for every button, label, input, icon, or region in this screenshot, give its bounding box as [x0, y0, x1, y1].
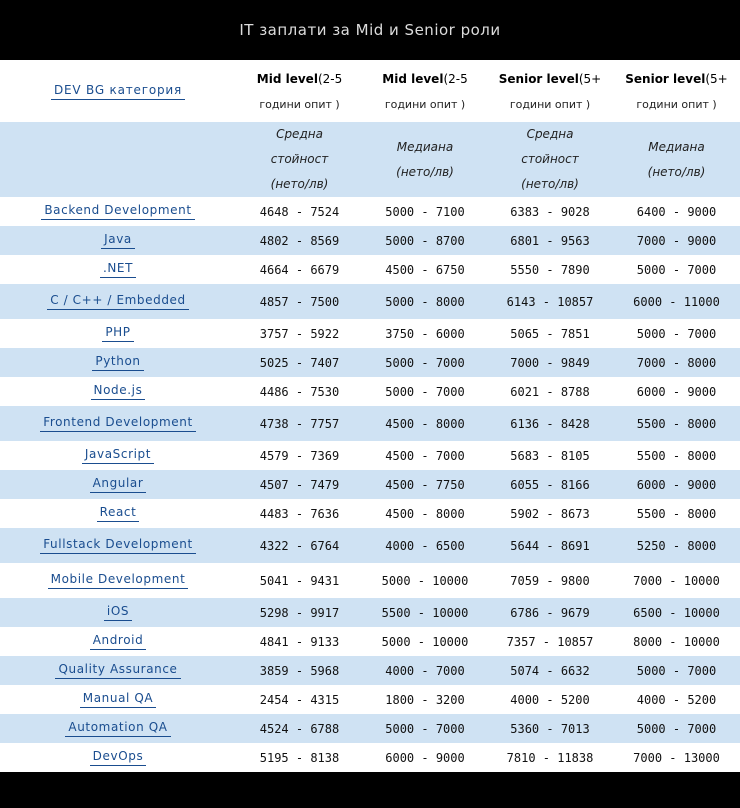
header-level: Senior level [625, 72, 706, 86]
salary-cell: 7000 - 9849 [487, 348, 613, 377]
salary-cell: 7000 - 8000 [613, 348, 740, 377]
salary-cell: 6000 - 11000 [613, 284, 740, 319]
salary-cell: 7810 - 11838 [487, 743, 613, 772]
salary-cell: 4524 - 6788 [236, 714, 363, 743]
header-years: (2-5 [443, 72, 468, 86]
salary-cell: 6000 - 9000 [613, 377, 740, 406]
salary-cell: 5074 - 6632 [487, 656, 613, 685]
table-row [0, 226, 740, 255]
salary-cell: 5000 - 8700 [363, 226, 487, 255]
category-link[interactable]: Java [101, 232, 135, 249]
header-years-line2: години опит ) [384, 98, 466, 111]
salary-table-wrapper [0, 60, 740, 778]
subheader-line2: Медиана [648, 139, 705, 154]
salary-cell: 5000 - 7000 [613, 319, 740, 348]
salary-cell: 2454 - 4315 [236, 685, 363, 714]
category-cell [0, 348, 236, 377]
category-cell [0, 656, 236, 685]
table-header-row [0, 60, 740, 122]
category-cell [0, 319, 236, 348]
salary-cell: 6500 - 10000 [613, 598, 740, 627]
subheader-col-1 [236, 122, 363, 197]
salary-cell: 5000 - 7000 [613, 714, 740, 743]
category-header-link[interactable]: DEV BG категория [51, 83, 185, 100]
salary-cell: 5000 - 7000 [363, 348, 487, 377]
salary-cell: 4322 - 6764 [236, 528, 363, 563]
salary-cell: 7357 - 10857 [487, 627, 613, 656]
salary-cell: 4500 - 7750 [363, 470, 487, 499]
salary-cell: 5250 - 8000 [613, 528, 740, 563]
header-years: (5+ [705, 72, 728, 86]
category-cell [0, 563, 236, 598]
salary-cell: 4000 - 5200 [487, 685, 613, 714]
header-years-line2: години опит ) [636, 98, 717, 111]
category-link[interactable]: Frontend Development [40, 415, 196, 432]
header-col-1 [236, 60, 363, 122]
subheader-line1: Средна [526, 127, 574, 141]
salary-cell: 4738 - 7757 [236, 406, 363, 441]
table-row [0, 714, 740, 743]
salary-cell: 5000 - 7100 [363, 197, 487, 226]
header-category-cell [0, 60, 236, 122]
salary-cell: 7000 - 10000 [613, 563, 740, 598]
category-link[interactable]: Mobile Development [48, 572, 189, 589]
category-link[interactable]: Automation QA [65, 720, 170, 737]
salary-cell: 6136 - 8428 [487, 406, 613, 441]
category-link[interactable]: .NET [100, 261, 136, 278]
salary-cell: 5195 - 8138 [236, 743, 363, 772]
salary-cell: 5000 - 8000 [363, 284, 487, 319]
subheader-line1: Средна [276, 127, 323, 141]
salary-cell: 6143 - 10857 [487, 284, 613, 319]
salary-cell: 4507 - 7479 [236, 470, 363, 499]
salary-cell: 5065 - 7851 [487, 319, 613, 348]
category-cell [0, 197, 236, 226]
salary-cell: 7059 - 9800 [487, 563, 613, 598]
table-row [0, 627, 740, 656]
category-link[interactable]: Angular [90, 476, 147, 493]
category-link[interactable]: C / C++ / Embedded [47, 293, 189, 310]
category-cell [0, 499, 236, 528]
salary-cell: 6000 - 9000 [613, 470, 740, 499]
table-row [0, 441, 740, 470]
salary-cell: 3750 - 6000 [363, 319, 487, 348]
category-cell [0, 528, 236, 563]
header-col-3 [487, 60, 613, 122]
salary-cell: 4500 - 7000 [363, 441, 487, 470]
table-row [0, 563, 740, 598]
table-row [0, 348, 740, 377]
table-row [0, 656, 740, 685]
header-col-4 [613, 60, 740, 122]
salary-cell: 7000 - 9000 [613, 226, 740, 255]
salary-cell: 5000 - 10000 [363, 627, 487, 656]
salary-cell: 6786 - 9679 [487, 598, 613, 627]
header-level: Mid level [256, 72, 318, 86]
header-years: (5+ [578, 72, 602, 86]
category-cell [0, 441, 236, 470]
salary-cell: 4802 - 8569 [236, 226, 363, 255]
salary-cell: 5500 - 8000 [613, 406, 740, 441]
category-cell [0, 714, 236, 743]
category-link[interactable]: JavaScript [82, 447, 154, 464]
salary-cell: 4000 - 5200 [613, 685, 740, 714]
salary-cell: 5041 - 9431 [236, 563, 363, 598]
category-link[interactable]: DevOps [90, 749, 147, 766]
subheader-line3: (нето/лв) [647, 164, 706, 179]
category-cell [0, 226, 236, 255]
category-link[interactable]: Android [90, 633, 147, 650]
header-level: Senior level [498, 72, 579, 86]
salary-cell: 4000 - 6500 [363, 528, 487, 563]
category-link[interactable]: Fullstack Development [40, 537, 196, 554]
salary-cell: 4841 - 9133 [236, 627, 363, 656]
salary-cell: 5500 - 10000 [363, 598, 487, 627]
subheader-line2: Медиана [396, 139, 454, 154]
table-row [0, 499, 740, 528]
salary-cell: 5000 - 7000 [613, 255, 740, 284]
salary-cell: 4579 - 7369 [236, 441, 363, 470]
salary-cell: 6801 - 9563 [487, 226, 613, 255]
salary-table [0, 60, 740, 772]
subheader-line3: (нето/лв) [396, 164, 454, 179]
salary-cell: 6000 - 9000 [363, 743, 487, 772]
table-row [0, 470, 740, 499]
table-row [0, 377, 740, 406]
table-row [0, 406, 740, 441]
subheader-col-2 [363, 122, 487, 197]
category-link[interactable]: Manual QA [80, 691, 156, 708]
salary-cell: 5298 - 9917 [236, 598, 363, 627]
salary-cell: 8000 - 10000 [613, 627, 740, 656]
salary-cell: 5000 - 7000 [363, 714, 487, 743]
category-link[interactable]: Quality Assurance [55, 662, 180, 679]
category-cell [0, 627, 236, 656]
table-row [0, 319, 740, 348]
salary-cell: 5902 - 8673 [487, 499, 613, 528]
salary-cell: 5683 - 8105 [487, 441, 613, 470]
header-years-line2: години опит ) [259, 98, 340, 111]
category-link[interactable]: Node.js [91, 383, 146, 400]
table-row [0, 743, 740, 772]
salary-cell: 3757 - 5922 [236, 319, 363, 348]
table-row [0, 284, 740, 319]
salary-cell: 5000 - 7000 [613, 656, 740, 685]
subheader-col-3 [487, 122, 613, 197]
subheader-line2: стойност [521, 152, 579, 166]
category-link[interactable]: Python [92, 354, 143, 371]
category-cell [0, 406, 236, 441]
salary-cell: 4000 - 7000 [363, 656, 487, 685]
table-subheader-row [0, 122, 740, 197]
subheader-col-4 [613, 122, 740, 197]
salary-cell: 4664 - 6679 [236, 255, 363, 284]
salary-cell: 5360 - 7013 [487, 714, 613, 743]
salary-cell: 6383 - 9028 [487, 197, 613, 226]
table-row [0, 255, 740, 284]
table-row [0, 685, 740, 714]
salary-cell: 6400 - 9000 [613, 197, 740, 226]
category-cell [0, 598, 236, 627]
salary-cell: 4648 - 7524 [236, 197, 363, 226]
salary-cell: 4857 - 7500 [236, 284, 363, 319]
header-col-2 [363, 60, 487, 122]
salary-cell: 5000 - 7000 [363, 377, 487, 406]
category-cell [0, 685, 236, 714]
subheader-empty-cell [0, 122, 236, 197]
table-row [0, 197, 740, 226]
salary-cell: 5500 - 8000 [613, 441, 740, 470]
salary-cell: 4500 - 8000 [363, 406, 487, 441]
salary-cell: 5000 - 10000 [363, 563, 487, 598]
header-years: (2-5 [317, 72, 343, 86]
salary-cell: 5550 - 7890 [487, 255, 613, 284]
category-cell [0, 377, 236, 406]
salary-cell: 4500 - 6750 [363, 255, 487, 284]
category-link[interactable]: PHP [102, 325, 133, 342]
category-link[interactable]: iOS [104, 604, 132, 621]
salary-cell: 3859 - 5968 [236, 656, 363, 685]
page-title: IT заплати за Mid и Senior роли [239, 21, 501, 39]
salary-cell: 5025 - 7407 [236, 348, 363, 377]
table-row [0, 598, 740, 627]
salary-cell: 1800 - 3200 [363, 685, 487, 714]
header-level: Mid level [382, 72, 444, 86]
category-cell [0, 255, 236, 284]
salary-cell: 4486 - 7530 [236, 377, 363, 406]
salary-cell: 7000 - 13000 [613, 743, 740, 772]
category-cell [0, 743, 236, 772]
subheader-line2: стойност [270, 152, 329, 166]
salary-cell: 4483 - 7636 [236, 499, 363, 528]
salary-cell: 5500 - 8000 [613, 499, 740, 528]
category-link[interactable]: Backend Development [41, 203, 194, 220]
salary-cell: 5644 - 8691 [487, 528, 613, 563]
category-cell [0, 284, 236, 319]
category-cell [0, 470, 236, 499]
subheader-line3: (нето/лв) [270, 177, 329, 191]
page-footer [0, 778, 740, 808]
salary-cell: 4500 - 8000 [363, 499, 487, 528]
table-row [0, 528, 740, 563]
category-link[interactable]: React [97, 505, 140, 522]
salary-cell: 6021 - 8788 [487, 377, 613, 406]
subheader-line3: (нето/лв) [521, 177, 579, 191]
header-years-line2: години опит ) [509, 98, 591, 111]
salary-cell: 6055 - 8166 [487, 470, 613, 499]
